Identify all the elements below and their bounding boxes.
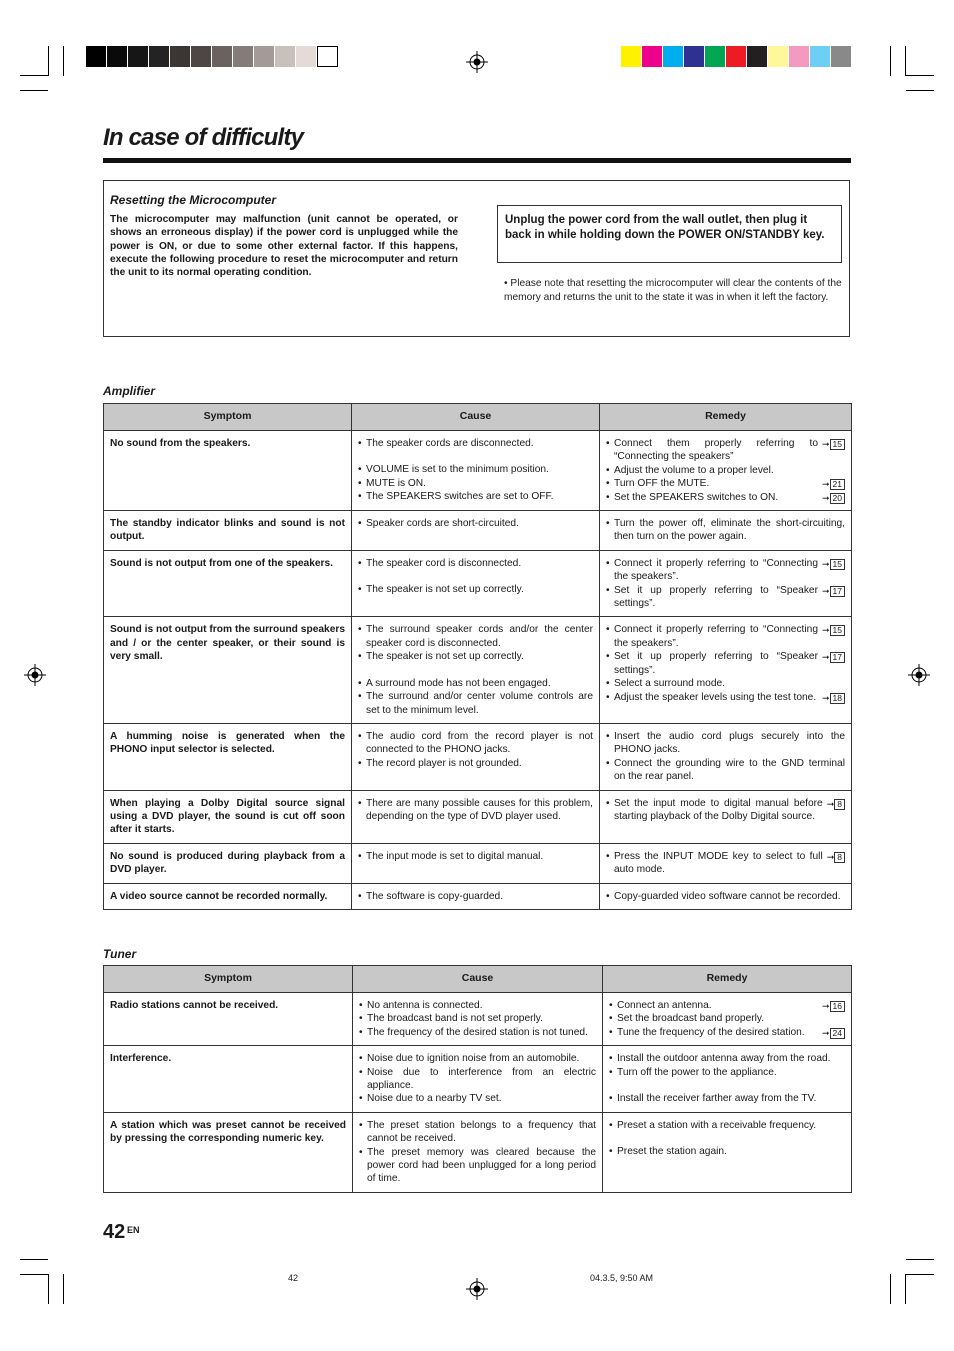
remedy-item [609,999,845,1012]
color-swatch [621,46,642,67]
cause-cell [353,993,603,1046]
color-swatch [86,46,107,67]
table-row [104,723,852,790]
item-text: VOLUME is set to the minimum position. [366,464,549,476]
cause-cell [352,723,600,790]
cause-item [359,1012,596,1025]
color-calibration-bar [621,46,852,67]
cause-item [358,890,593,903]
item-text: Noise due to ignition noise from an automobile. [367,1053,580,1065]
footer-timestamp: 04.3.5, 9:50 AM [590,1273,654,1283]
table-row [104,883,852,909]
remedy-item [606,730,845,757]
color-swatch [747,46,768,67]
item-text: The speaker is not set up correctly. [366,584,524,596]
table-row [104,617,852,723]
registration-mark-icon [466,51,488,73]
remedy-cell [600,617,852,723]
header-remedy: Remedy [600,404,852,431]
page-reference: • ➞ 15 [822,559,845,570]
cause-cell [352,883,600,909]
remedy-item [606,477,845,490]
reset-description: The microcomputer may malfunction (unit cannot be operated, or shows an erroneous display) if the power cord is unplugged while the power is ON, or due to some other external factor. If this happens, execute the following procedure to reset the microcomputer and return the unit to its normal operating condition. [110,214,458,279]
item-text: Set the broadcast band properly. [617,1013,765,1025]
cause-item [358,677,593,690]
remedy-item [606,464,845,477]
item-text: Preset the station again. [617,1146,727,1158]
cause-item [359,1092,596,1105]
cause-cell [352,431,600,511]
page-reference-number: 8 [834,852,845,863]
item-text: The surround and/or center volume controls are set to the minimum level. [366,691,593,716]
remedy-item [606,650,845,677]
item-text: Connect an antenna. [617,1000,712,1011]
remedy-item [606,517,845,544]
item-text: Adjust the volume to a proper level. [614,464,774,476]
symptom-cell: Sound is not output from the surround speakers and / or the center speaker, or their sound is very small. [104,617,352,723]
symptom-cell: A humming noise is generated when the PHONO input selector is selected. [104,723,352,790]
item-text: Speaker cords are short-circuited. [366,518,519,530]
page-reference: • ➞ 15 [822,625,845,636]
cause-item [358,757,593,770]
table-row [104,511,852,551]
item-text: The broadcast band is not set properly. [367,1013,543,1025]
color-swatch [768,46,789,67]
page-title: In case of difficulty [103,124,304,151]
remedy-item [609,1145,845,1158]
item-text: The preset station belongs to a frequency that cannot be received. [367,1119,596,1145]
cause-item [358,583,593,596]
item-text: Noise due to a nearby TV set. [367,1093,502,1105]
remedy-item [606,557,845,584]
item-text: Turn off the power to the appliance. [617,1066,777,1078]
color-swatch [831,46,852,67]
remedy-item [606,691,845,704]
reset-note: • Please note that resetting the microcomputer will clear the contents of the memory and returns the unit to the state it was in when it left the factory. [504,278,842,303]
remedy-item [606,797,845,824]
header-remedy: Remedy [603,966,852,993]
item-text: There are many possible causes for this problem, depending on the type of DVD player used. [366,797,593,822]
item-text: Set the SPEAKERS switches to ON. [614,491,779,503]
color-swatch [726,46,747,67]
item-text: Connect it properly referring to “Connecting the speakers”. [614,557,818,583]
page-reference: • ➞ 15 [822,439,845,450]
item-text: The record player is not grounded. [366,757,522,769]
symptom-cell: No sound is produced during playback from a DVD player. [104,843,352,883]
remedy-item [609,1066,845,1079]
page-reference: • ➞ 20 [822,493,845,504]
color-swatch [705,46,726,67]
cause-item [358,490,593,503]
symptom-cell: Interference. [104,1046,353,1113]
remedy-item [609,1052,845,1065]
cause-item [358,690,593,717]
page-reference: • ➞ 18 [822,693,845,704]
symptom-cell: A video source cannot be recorded normally. [104,883,352,909]
color-swatch [663,46,684,67]
remedy-item [606,890,845,903]
item-text: The audio cord from the record player is not connected to the PHONO jacks. [366,730,593,756]
item-text: The speaker is not set up correctly. [366,651,524,663]
page-number: 42 [103,1221,126,1243]
page-reference-number: 18 [830,693,845,704]
remedy-cell [603,993,852,1046]
title-rule [103,158,851,163]
color-swatch [296,46,317,67]
item-text: Insert the audio cord plugs securely into the PHONO jacks. [614,730,845,756]
header-symptom: Symptom [104,966,353,993]
color-swatch [317,46,338,67]
item-text: Press the INPUT MODE key to select to full auto mode. [614,850,823,876]
remedy-cell [603,1046,852,1113]
item-text: Connect it properly referring to “Connecting the speakers”. [614,624,818,649]
table-row [104,1112,852,1192]
table-row [104,431,852,511]
remedy-cell [600,883,852,909]
header-cause: Cause [352,404,600,431]
remedy-cell [600,790,852,843]
remedy-item [609,1119,845,1132]
item-text: Copy-guarded video software cannot be recorded. [614,890,841,902]
reset-microcomputer-panel [103,180,850,337]
symptom-cell: A station which was preset cannot be received by pressing the corresponding numeric key. [104,1112,353,1192]
amplifier-troubleshooting-table [103,403,852,910]
color-swatch [275,46,296,67]
cause-item [358,557,593,570]
remedy-cell [600,511,852,551]
table-row [104,843,852,883]
page-reference: • ➞ 8 [827,852,845,863]
cause-item [358,850,593,863]
page-language: EN [127,1225,140,1235]
cause-item [358,437,593,450]
item-text: The surround speaker cords and/or the center speaker cord is disconnected. [366,624,593,649]
registration-mark-icon [908,664,930,686]
registration-mark-icon [24,664,46,686]
remedy-cell [600,723,852,790]
table-row [104,550,852,617]
cause-item [359,1066,596,1093]
symptom-cell: Radio stations cannot be received. [104,993,353,1046]
page-reference-number: 15 [830,625,845,636]
remedy-item [606,850,845,877]
color-swatch [254,46,275,67]
page-reference: • ➞ 16 [822,1001,845,1012]
symptom-cell: The standby indicator blinks and sound is not output. [104,511,352,551]
item-text: The input mode is set to digital manual. [366,850,544,862]
page-reference: • ➞ 21 [822,479,845,490]
reset-title: Resetting the Microcomputer [110,193,277,207]
symptom-cell: When playing a Dolby Digital source signal using a DVD player, the sound is cut off soon after it starts. [104,790,352,843]
table-row [104,1046,852,1113]
page-reference: • ➞ 8 [827,799,845,810]
item-text: A surround mode has not been engaged. [366,677,551,689]
color-swatch [684,46,705,67]
cause-item [358,463,593,476]
remedy-cell [603,1112,852,1192]
cause-item [358,517,593,530]
color-swatch [191,46,212,67]
cause-item [358,477,593,490]
tuner-troubleshooting-table [103,965,852,1193]
remedy-item [609,1092,845,1105]
footer-page: 42 [288,1273,299,1283]
item-text: Connect them properly referring to “Connecting the speakers” [614,438,818,463]
cause-cell [352,617,600,723]
cause-cell [353,1046,603,1113]
color-swatch [170,46,191,67]
item-text: The frequency of the desired station is not tuned. [367,1026,588,1038]
item-text: Connect the grounding wire to the GND terminal on the rear panel. [614,757,845,783]
page-reference-number: 17 [830,586,845,597]
remedy-item [606,584,845,611]
remedy-item [606,491,845,504]
symptom-cell: Sound is not output from one of the speakers. [104,550,352,617]
color-swatch [149,46,170,67]
item-text: Turn the power off, eliminate the short-circuiting, then turn on the power again. [614,518,845,543]
cause-cell [352,511,600,551]
page-reference: • ➞ 17 [822,652,845,663]
remedy-cell [600,550,852,617]
item-text: Preset a station with a receivable frequency. [617,1119,817,1131]
cause-cell [352,790,600,843]
color-swatch [128,46,149,67]
page-reference: • ➞ 24 [822,1028,845,1039]
remedy-cell [600,431,852,511]
color-swatch [212,46,233,67]
page-reference: • ➞ 17 [822,586,845,597]
remedy-item [609,1026,845,1039]
page-reference-number: 24 [830,1028,845,1039]
remedy-item [606,757,845,784]
item-text: The preset memory was cleared because the power cord had been unplugged for a long period of time. [367,1146,596,1185]
header-cause: Cause [353,966,603,993]
page-reference-number: 21 [830,479,845,490]
page-reference-number: 15 [830,559,845,570]
header-symptom: Symptom [104,404,352,431]
page-reference-number: 15 [830,439,845,450]
cause-item [359,1146,596,1186]
item-text: Adjust the speaker levels using the test tone. [614,691,817,703]
table-row [104,790,852,843]
color-swatch [789,46,810,67]
page-reference-number: 16 [830,1001,845,1012]
page-reference-number: 20 [830,493,845,504]
color-swatch [642,46,663,67]
cause-item [358,623,593,650]
cause-cell [352,843,600,883]
item-text: Noise due to interference from an electric appliance. [367,1066,596,1092]
table-row [104,993,852,1046]
cause-cell [352,550,600,617]
item-text: The speaker cord is disconnected. [366,557,522,569]
remedy-item [606,677,845,690]
amplifier-section-label: Amplifier [103,384,156,398]
remedy-item [606,437,845,464]
remedy-cell [600,843,852,883]
cause-item [359,1026,596,1039]
item-text: Set it up properly referring to “Speaker settings”. [614,584,818,610]
color-swatch [107,46,128,67]
page-reference-number: 17 [830,652,845,663]
remedy-item [606,623,845,650]
cause-cell [353,1112,603,1192]
item-text: Turn OFF the MUTE. [614,478,710,490]
item-text: Install the outdoor antenna away from the road. [617,1053,831,1065]
item-text: Select a surround mode. [614,678,725,690]
cause-item [358,797,593,824]
cause-item [358,730,593,757]
item-text: Install the receiver farther away from the TV. [617,1093,817,1105]
item-text: Set it up properly referring to “Speaker settings”. [614,651,818,676]
cause-item [359,999,596,1012]
color-swatch [810,46,831,67]
item-text: Set the input mode to digital manual before starting playback of the Dolby Digital source. [614,797,823,822]
item-text: The SPEAKERS switches are set to OFF. [366,491,554,503]
page-reference-number: 8 [834,799,845,810]
grayscale-calibration-bar [86,46,338,67]
cause-item [358,650,593,663]
item-text: The software is copy-guarded. [366,890,504,902]
cause-item [359,1119,596,1146]
remedy-item [609,1012,845,1025]
registration-mark-icon [466,1278,488,1300]
item-text: Tune the frequency of the desired station. [617,1026,805,1038]
item-text: The speaker cords are disconnected. [366,438,534,449]
cause-item [359,1052,596,1065]
item-text: No antenna is connected. [367,1000,483,1011]
tuner-section-label: Tuner [103,947,137,961]
reset-instruction: Unplug the power cord from the wall outlet, then plug it back in while holding down the POWER ON/STANDBY key. [497,205,842,263]
item-text: MUTE is ON. [366,477,426,489]
color-swatch [233,46,254,67]
symptom-cell: No sound from the speakers. [104,431,352,511]
